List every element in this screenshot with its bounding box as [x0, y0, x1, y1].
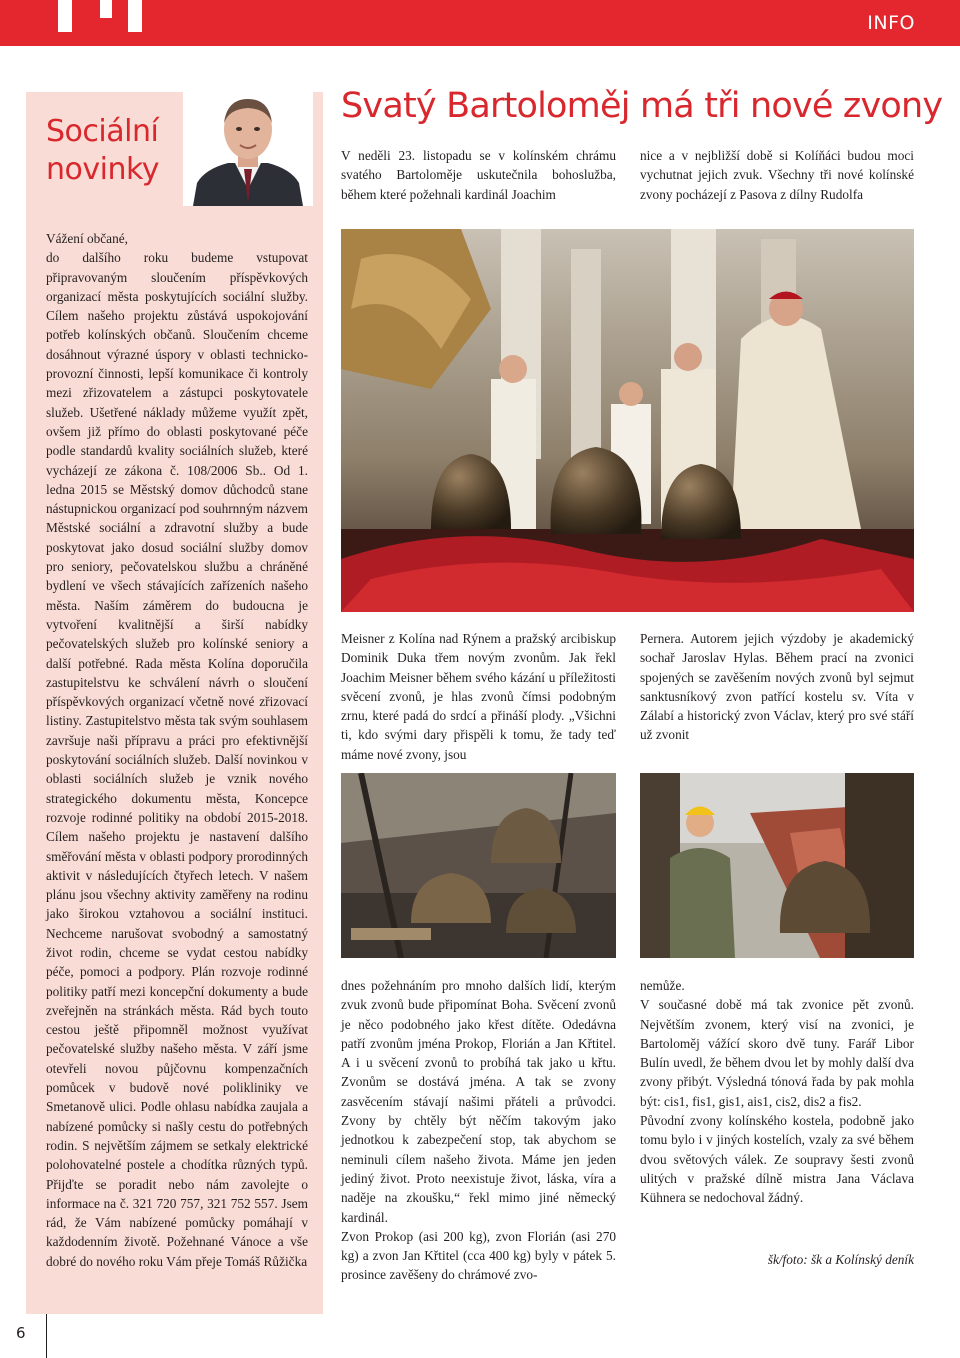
article-mid-right [640, 629, 914, 745]
sidebar-title [46, 113, 176, 189]
article-paragraph: Meisner z Kolína nad Rýnem a pražský arcibiskup Dominik Duka třem novým zvonům. Jak řekl Joachim Meisner během svého kázání u příležitosti svěcení zvonů, je hlas zvonů čímsi podobným zrnu, které padá do srdcí a přináší plody. „Všichni ti, kdo svými dary přispěli k tomu, že tady teď máme nové zvony, jsou [341, 631, 616, 762]
article-title: Svatý Bartoloměj má tři nové zvony [341, 86, 943, 126]
photo-credit: šk/foto: šk a Kolínský deník [767, 1252, 914, 1267]
article-paragraph: dnes požehnáním pro mnoho dalších lidí, kterým zvuk zvonů bude připomínat Boha. Svěcení zvonů je něco podobného jako křest dítěte. Odedávna patří zvonům jména Prokop, Florián a Jan Křtitel. A i u svěcení zvonů to probíhá tak jako u křtu. Zvonům se dostává jména. A tak se zvony zasvěcením stávají našimi přáteli a průvodci. Zvony by chtěly být něčím takovým jako jednotkou k zabezpečení stop, tak abychom se neminuli cílem našeho života. Máme jen jeden jediný život. Proto neexistuje život, láska, víra a naděje na zkoušku,“ řekl mimo jiné německý kardinál. [341, 978, 616, 1225]
article-intro-right [640, 146, 914, 204]
page-number: 6 [16, 1324, 26, 1342]
footer-divider [46, 1314, 47, 1358]
article-paragraph: V současné době má tak zvonice pět zvonů. Největším zvonem, který visí na zvonici, je Bartoloměj vážící skoro dvě tuny. Farář Libor Bulín uvedl, že během dvou let by mohly další dva zvony přibýt. Výsledná tónová řada by pak mohla být: cis1, fis1, gis1, ais1, cis2, dis2 a fis2. [640, 997, 914, 1109]
article-paragraph: V neděli 23. listopadu se v kolínském chrámu svatého Bartoloměje uskutečnila bohoslužba, během které požehnali kardinál Joachim [341, 148, 616, 202]
article-paragraph: Původní zvony kolínského kostela, podobně jako tomu bylo i v jiných kostelích, vzaly za své během dvou světových válek. Ze soupravy šesti zvonů ulitých v pražské dílně mistra Jana Václava Kühnera se nedochoval žádný. [640, 1113, 914, 1206]
article-paragraph: nice a v nejbližší době si Kolíňáci budou moci vychutnat jejich zvuk. Všechny tři nové kolínské zvony pocházejí z Pasova z dílny Rudolfa [640, 148, 914, 202]
city-logo [44, 0, 156, 46]
ceremony-photo [341, 229, 914, 612]
article-paragraph: Zvon Prokop (asi 200 kg), zvon Florián (asi 270 kg) a zvon Jan Křtitel (cca 400 kg) byly v pátek 5. prosince zavěšeny do chrámové zvo- [341, 1228, 616, 1283]
section-label: INFO [867, 12, 915, 34]
article-paragraph: Pernera. Autorem jejich výzdoby je akademický sochař Jaroslav Hylas. Během prací na zvonici spojených se zavěšením nových zvonů byl sejmut sanktusníkový zvon patřící kostelu sv. Víta v Zálabí a historický zvon Václav, který pro své stáří už zvonit [640, 631, 914, 743]
sidebar-title-line2: novinky [46, 152, 160, 187]
author-portrait [183, 91, 313, 206]
sidebar-body [46, 229, 308, 1271]
article-bottom-left [341, 976, 616, 1285]
bells-on-ground-photo [341, 773, 616, 958]
worker-bell-tower-photo [640, 773, 914, 958]
article-mid-left [341, 629, 616, 764]
article-paragraph: nemůže. [640, 978, 685, 993]
sidebar-paragraph: do dalšího roku budeme vstupovat připravovaným sloučením příspěvkových organizací města poskytujících sociální služby. Cílem našeho projektu zůstává uspokojování potřeb kolínských občanů. Sloučením chceme dosáhnout výrazné úspory v oblasti technicko-provozní činnosti, lepší komunikace či kontroly mezi zřizovatelem a zástupci poskytovatele služeb. Ušetřené náklady můžeme využít zpět, ovšem již přímo do oblasti poskytované péče podle standardů kvality sociálních služeb, které vycházejí ze zákona č. 108/2006 Sb.. Od 1. ledna 2015 se Městský domov důchodců stane nástupnickou organizací pod souhrnným názvem Městské sociální a zdravotní služby a bude poskytovat jako dosud sociální služby domov pro seniory, pečovatelskou službu a chráněné bydlení ve všech stávajících zařízeních našeho města. Naším záměrem do budoucna je vytvoření kvalitnější a širší nabídky pečovatelských služeb pro kolínské seniory a další potřebné. Rada města Kolína doporučila zastupitelstvu ke schválení návrh o sloučení příspěvkových organizací včetně nové zřizovací listiny. Zastupitelstvo města tak svým souhlasem završuje naši přípravu a práci pro efektivnější poskytování sociálních služeb. Další novinkou v oblasti sociálních služeb je vznik nového strategického dokumentu města, Koncepce rozvoje rodinné politiky na období 2015-2018. Cílem našeho projektu je nastavení dalšího směřování města v oblasti podpory prorodinných aktivit v následujících čtyřech letech. V našem plánu jsou všechny aktivity zaměřeny na rodinu jako širokou vztahovou a sociální instituci. Nechceme narušovat svobodný a samostatný život rodin, chceme se vydat cestou nabídky péče, pomoci a podpory. Plán rozvoje rodinné politiky patří mezi koncepční dokumenty a bude zveřejněn na stránkách města. Rád bych touto cestou ještě připomněl možnost využívat pečovatelské služby našeho města. V září jsme otevřeli novou půjčovnu kompenzačních pomůcek v budově nové polikliniky ve Smetanově ulici. Podle ohlasu nabídka zaujala a nabízené pomůcky si našly cestu do potřebných rodin. S největším zájmem se setkaly elektrické polohovatelné postele a chodítka různých typů. Přijďte se poradit nebo nám zavolejte o informace na č. 321 720 757, 321 752 557. Jsem rád, že Vám nabízené pomůcky pomáhají v každodenním životě. Požehnané Vánoce a vše dobré do nového roku Vám přeje Tomáš Růžička [46, 250, 308, 1269]
article-intro-left [341, 146, 616, 204]
sidebar-paragraph: Vážení občané, [46, 231, 128, 246]
article-bottom-right [640, 976, 914, 1208]
sidebar-title-line1: Sociální [46, 114, 159, 149]
